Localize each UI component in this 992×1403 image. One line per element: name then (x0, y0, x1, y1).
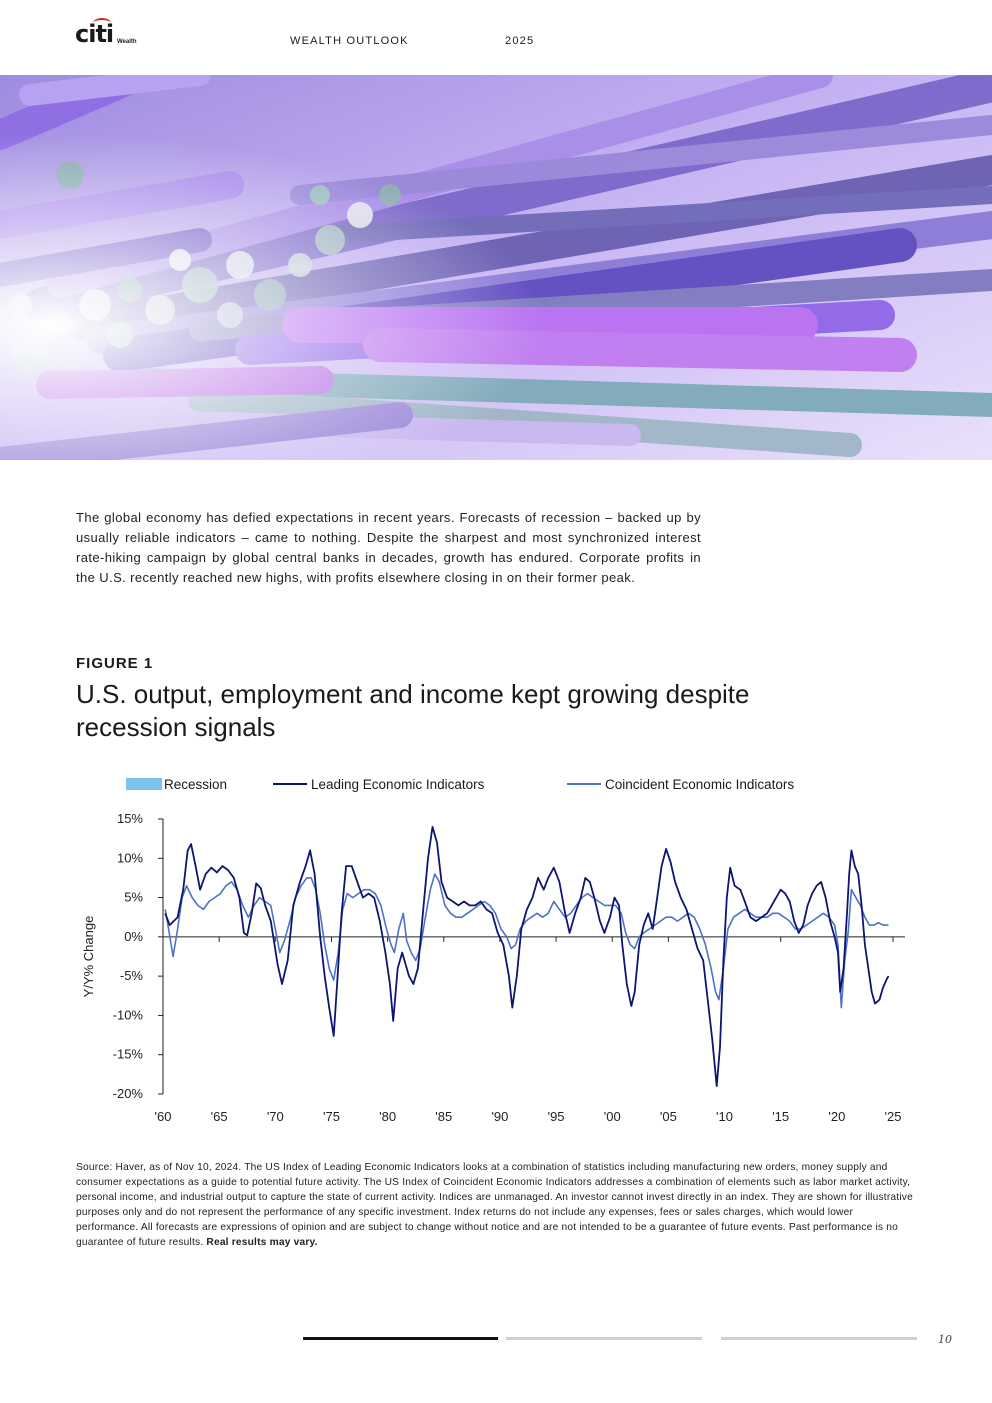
page-progress-segment (506, 1337, 702, 1340)
citi-wealth-logo[interactable] (75, 22, 145, 50)
x-tick-label: '20 (828, 1109, 846, 1124)
y-tick-label: -5% (119, 968, 143, 984)
x-tick-label: '95 (547, 1109, 565, 1124)
legend-swatch-coincident (567, 783, 601, 785)
x-tick-label: '10 (716, 1109, 734, 1124)
legend-label-recession: Recession (164, 776, 228, 792)
y-tick-label: 0% (124, 928, 143, 944)
intro-paragraph: The global economy has defied expectations in recent years. Forecasts of recession – backed up by usually reliable indicators – came to nothing. Despite the sharpest and most synchronized interest rate-hiking campaign by global central banks in decades, growth has endured. Corporate profits in the U.S. recently reached new highs, with profits elsewhere closing in on their former peak. (76, 510, 701, 585)
figure-title: U.S. output, employment and income kept growing despite recession signals (76, 679, 750, 742)
x-tick-label: '15 (772, 1109, 790, 1124)
logo-text: citi (75, 20, 114, 48)
hero-image (0, 75, 992, 460)
x-tick-label: '60 (154, 1109, 172, 1124)
legend-item-recession (126, 774, 227, 794)
source-note (76, 1160, 916, 1250)
source-text: Source: Haver, as of Nov 10, 2024. The US Index of Leading Economic Indicators looks at a combination of statistics including manufacturing new orders, money supply and consumer expectations as a guide to potential future activity. The US Index of Coincident Economic Indicators addresses a combination of elements such as labor market activity, personal income, and industrial output to capture the state of current activity. Indices are unmanaged. An investor cannot invest directly in an index. They are shown for illustrative purposes only and do not represent the performance of any specific investment. Index returns do not include any expenses, fees or sales charges, which would lower performance. All forecasts are expressions of opinion and are subject to change without notice and are not intended to be a guarantee of future events. Past performance is no guarantee of future results. (76, 1162, 913, 1248)
page-progress-segment-active (303, 1337, 498, 1340)
x-tick-label: '00 (603, 1109, 621, 1124)
x-tick-label: '70 (266, 1109, 284, 1124)
legend-swatch-leading (273, 783, 307, 785)
chart-legend (126, 774, 886, 794)
legend-label-coincident: Coincident Economic Indicators (605, 776, 795, 792)
legend-item-coincident (567, 774, 794, 794)
page-header (0, 0, 992, 75)
legend-item-leading (273, 774, 484, 794)
y-axis-label: Y/Y% Change (81, 915, 96, 998)
logo-arc-icon (93, 18, 111, 28)
logo-subtext: Wealth (117, 39, 137, 45)
x-tick-label: '25 (884, 1109, 902, 1124)
legend-swatch-recession (126, 778, 162, 790)
page-number: 10 (938, 1333, 952, 1346)
x-tick-label: '80 (379, 1109, 397, 1124)
series-line-leading (165, 827, 888, 1086)
y-tick-label: 5% (124, 889, 143, 905)
y-tick-label: -10% (112, 1007, 143, 1023)
x-tick-label: '65 (210, 1109, 228, 1124)
y-tick-label: -20% (112, 1086, 143, 1101)
header-year: 2025 (505, 35, 535, 47)
y-tick-label: 10% (116, 850, 143, 866)
hero-illustration (0, 75, 992, 460)
source-bold-text: Real results may vary. (206, 1237, 318, 1248)
x-tick-label: '05 (659, 1109, 677, 1124)
line-chart (70, 800, 930, 1140)
x-tick-label: '75 (322, 1109, 340, 1124)
header-label: WEALTH OUTLOOK (290, 35, 409, 47)
legend-label-leading: Leading Economic Indicators (311, 776, 485, 792)
page-progress-segment (721, 1337, 917, 1340)
y-tick-label: 15% (116, 811, 143, 826)
y-tick-label: -15% (112, 1046, 143, 1062)
figure-label: FIGURE 1 (76, 655, 154, 672)
x-tick-label: '85 (435, 1109, 453, 1124)
x-tick-label: '90 (491, 1109, 509, 1124)
